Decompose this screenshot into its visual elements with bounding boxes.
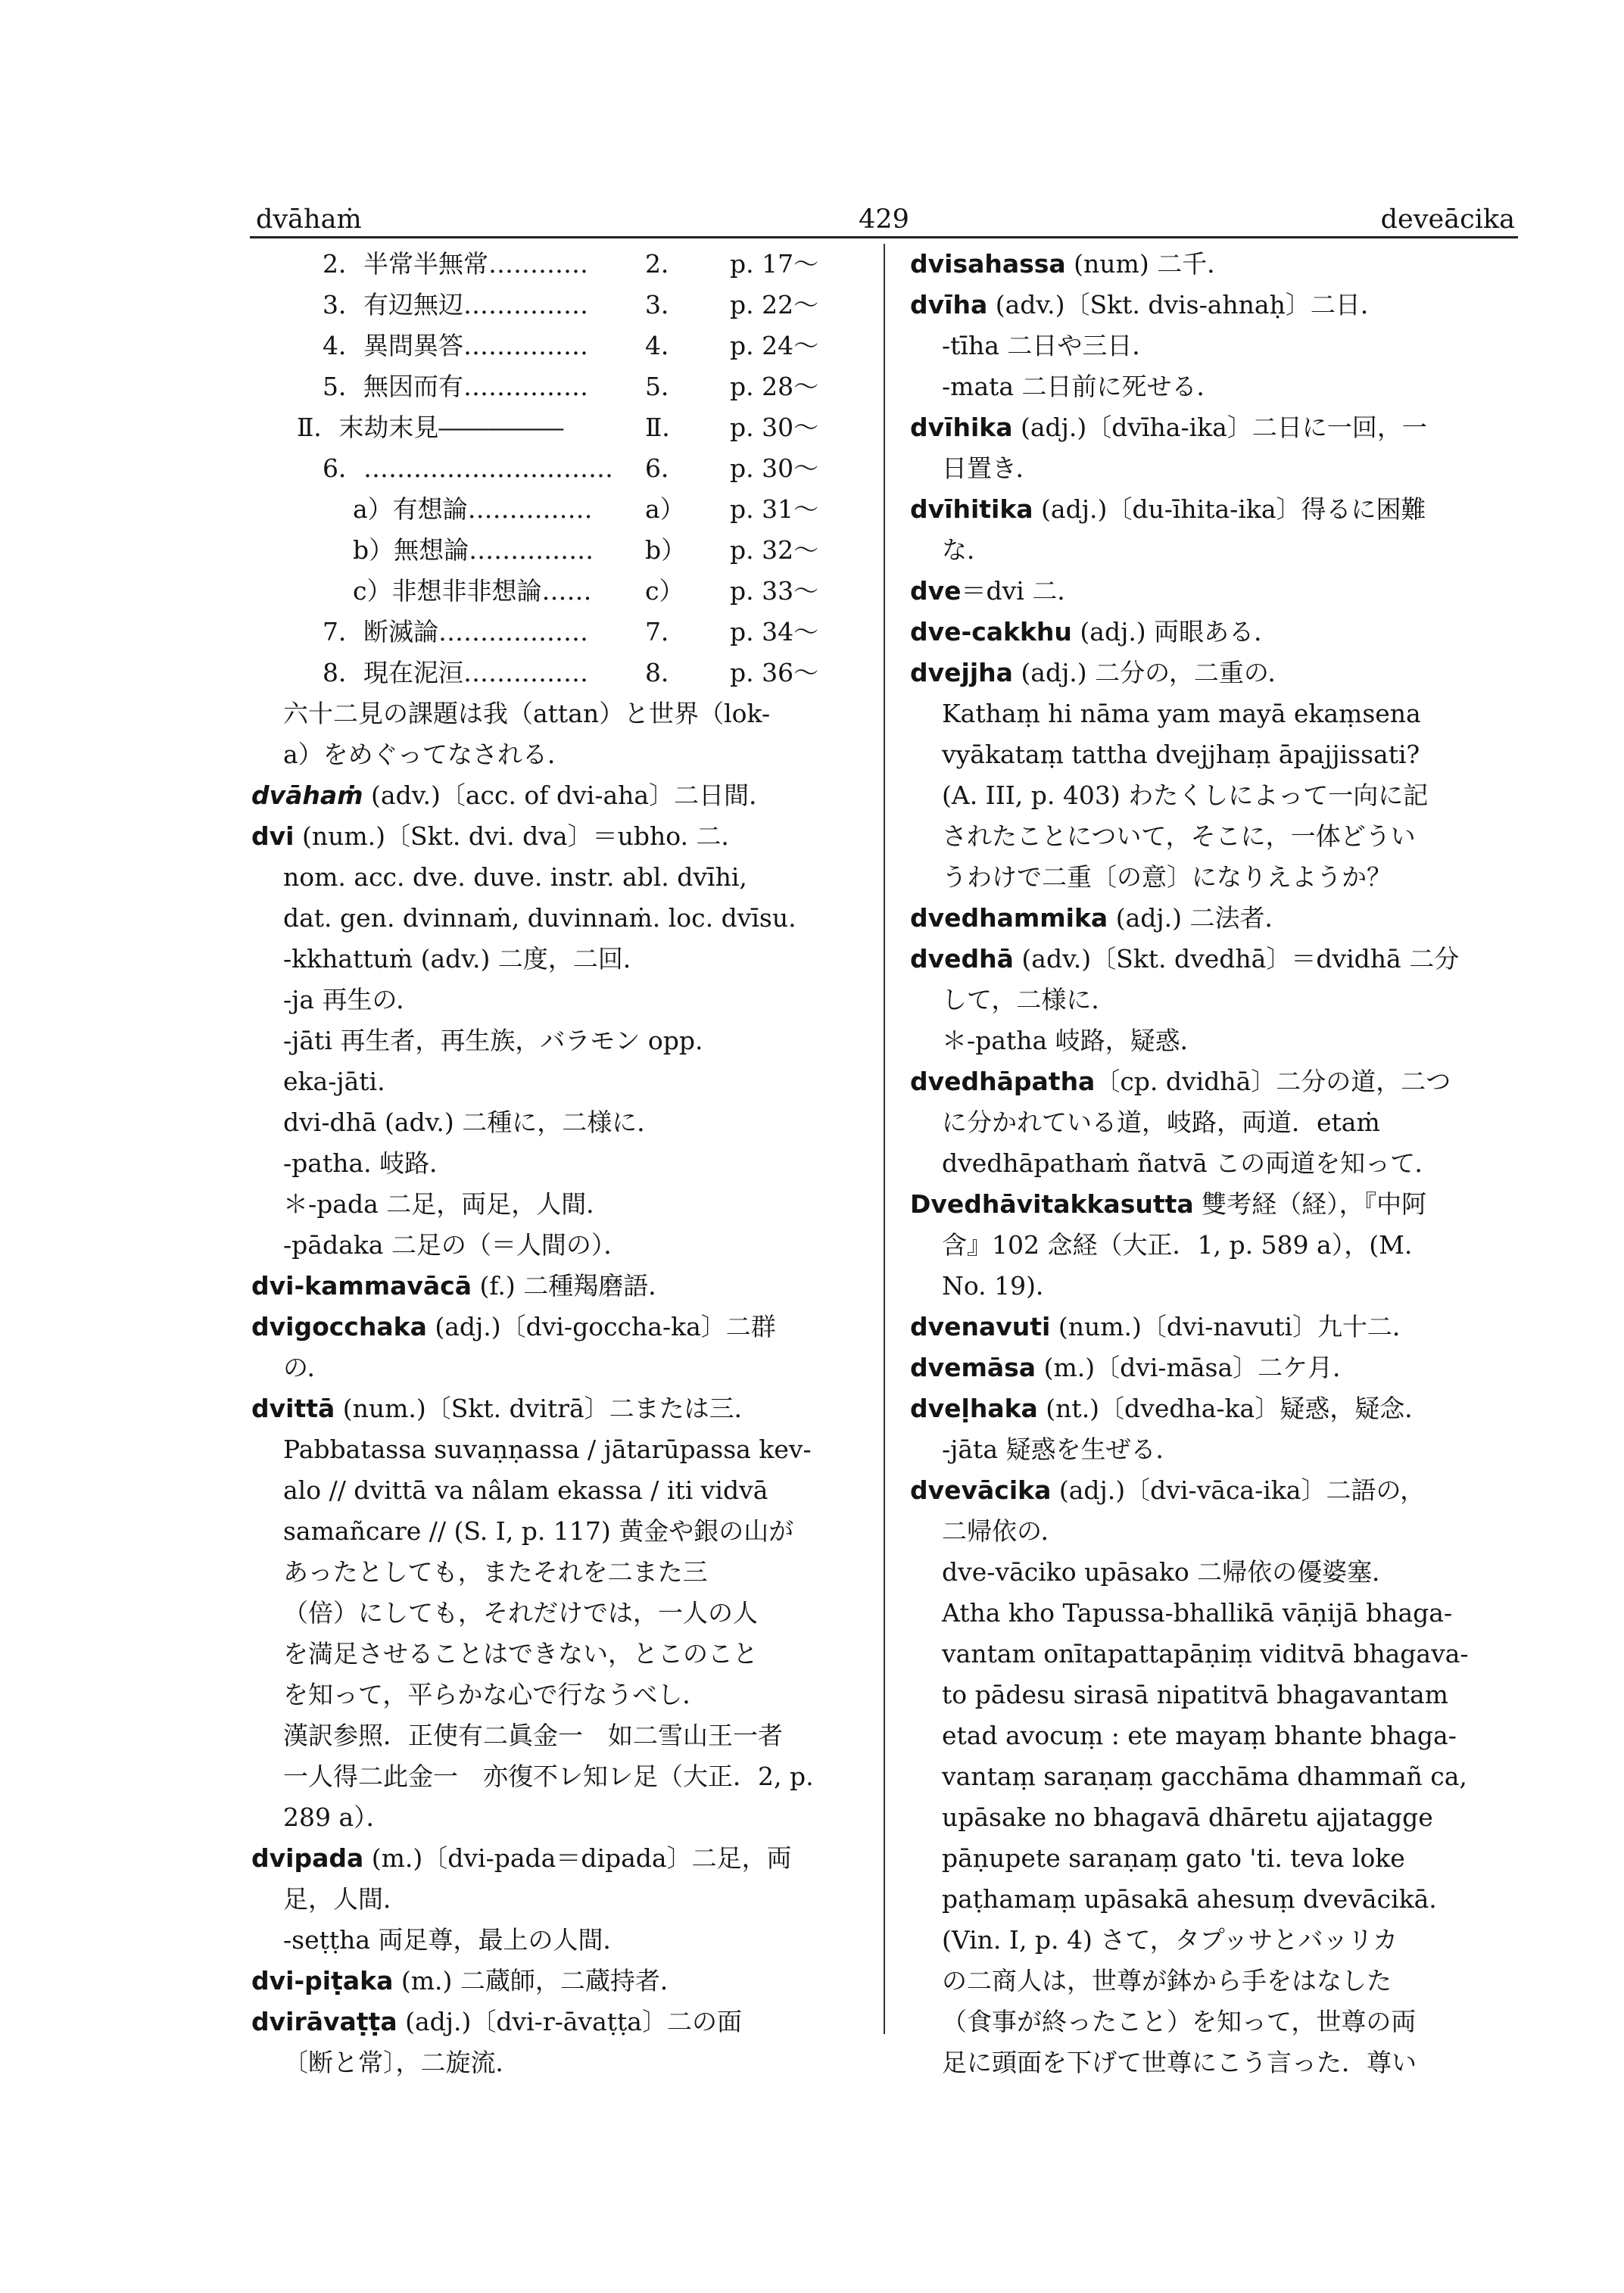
entry-text-line xyxy=(910,1225,1516,1266)
dictionary-entry-line xyxy=(251,816,857,857)
headword: dvāhaṁ xyxy=(251,780,363,810)
headword: dvipada xyxy=(251,1843,364,1873)
outline-section-number: 7． xyxy=(645,617,686,646)
page-number: 429 xyxy=(859,204,909,235)
outline-section-number: Ⅱ． xyxy=(645,413,687,442)
definition-text: upāsake no bhagavā dhāretu ajjatagge xyxy=(942,1802,1433,1832)
header-left-guideword: dvāhaṁ xyxy=(256,204,362,235)
entry-text-line xyxy=(251,1470,857,1511)
definition-text: -tīha 二日や三日． xyxy=(942,331,1158,360)
outline-list xyxy=(251,244,857,693)
definition-text: を知って，平らかな心で行なうべし． xyxy=(283,1680,708,1709)
entry-text-line xyxy=(910,1715,1516,1756)
definition-text: の． xyxy=(283,1353,332,1382)
dictionary-entry-line xyxy=(910,407,1516,448)
entry-text-line xyxy=(910,1961,1516,2002)
definition-text: -jāti 再生者，再生族，バラモン opp. xyxy=(283,1026,703,1055)
headword: dvevācika xyxy=(910,1475,1052,1505)
entry-text-line xyxy=(910,1266,1516,1307)
entry-text-line xyxy=(910,1429,1516,1470)
headword: dvi-piṭaka xyxy=(251,1966,394,1995)
definition-text: (num.)〔dvi-navuti〕九十二． xyxy=(1050,1312,1418,1341)
entry-text-line xyxy=(910,1593,1516,1634)
outline-row xyxy=(251,530,857,571)
dictionary-entry-line xyxy=(910,1470,1516,1511)
outline-row xyxy=(251,448,857,489)
headword: Dvedhāvitakkasutta xyxy=(910,1189,1194,1219)
outline-label: 8．現在泥洹…………… xyxy=(323,658,588,687)
definition-text: (num) 二千． xyxy=(1065,249,1233,279)
outline-row xyxy=(251,285,857,326)
headword: dvirāvaṭṭa xyxy=(251,2007,397,2036)
headword: dvittā xyxy=(251,1394,335,1423)
entry-text-line xyxy=(910,1797,1516,1838)
outline-page-ref: p. 22～ xyxy=(730,290,819,319)
definition-text: alo // dvittā va nâlam ekassa / iti vidvā xyxy=(283,1475,768,1505)
definition-text: 〔断と常〕，二旋流． xyxy=(283,2048,521,2077)
definition-text: （倍）にしても，それだけでは，一人の人 xyxy=(283,1598,758,1628)
entry-text-line xyxy=(251,1225,857,1266)
headword: dvisahassa xyxy=(910,249,1066,279)
outline-section-number: 2． xyxy=(645,249,686,279)
definition-text: (adv.)〔Skt. dvedhā〕＝dvidhā 二分 xyxy=(1013,944,1460,974)
definition-text: 289 a）． xyxy=(283,1802,391,1832)
dictionary-entry-line xyxy=(910,898,1516,939)
definition-text: -jāta 疑惑を生ぜる． xyxy=(942,1435,1181,1464)
definition-text: -patha. 岐路． xyxy=(283,1148,455,1178)
definition-text: 含』102 念経（大正．1, p. 589 a），(M. xyxy=(942,1230,1413,1260)
header-right-guideword: deveācika xyxy=(1380,204,1515,235)
definition-text: dat. gen. dvinnaṁ, duvinnaṁ. loc. dvīsu. xyxy=(283,903,796,933)
entry-text-line xyxy=(910,1838,1516,1879)
dictionary-entry-line xyxy=(910,285,1516,326)
entry-text-line xyxy=(910,1920,1516,1961)
definition-text: して，二様に． xyxy=(942,985,1117,1014)
definition-text: Atha kho Tapussa-bhallikā vāṇijā bhaga- xyxy=(942,1598,1453,1628)
definition-text: (nt.)〔dvedha-ka〕疑惑，疑念． xyxy=(1037,1394,1430,1423)
entry-text-line xyxy=(910,1756,1516,1797)
definition-text: 六十二見の課題は我（attan）と世界（lok- xyxy=(283,699,771,728)
entry-text-line xyxy=(910,1020,1516,1061)
definition-text: 日置き． xyxy=(942,453,1041,483)
entry-text-line xyxy=(251,1593,857,1634)
outline-label: a）有想論…………… xyxy=(353,494,593,524)
outline-label: 2．半常半無常………… xyxy=(323,249,588,279)
definition-text: nom. acc. dve. duve. instr. abl. dvīhi, xyxy=(283,862,747,892)
dictionary-entry-line xyxy=(910,1347,1516,1388)
definition-text: -mata 二日前に死せる． xyxy=(942,372,1222,401)
outline-page-ref: p. 33～ xyxy=(730,576,819,606)
definition-text: dvi-dhā (adv.) 二種に，二様に． xyxy=(283,1108,662,1137)
entry-text-line xyxy=(251,734,857,775)
entry-text-line xyxy=(910,1511,1516,1552)
outline-section-number: 5． xyxy=(645,372,686,401)
headword: dvi-kammavācā xyxy=(251,1271,472,1301)
definition-text: -kkhattuṁ (adv.) 二度，二回． xyxy=(283,944,648,974)
definition-text: Kathaṃ hi nāma yam mayā ekaṃsena xyxy=(942,699,1421,728)
definition-text: -ja 再生の． xyxy=(283,985,422,1014)
definition-text: vantam onītapattapāṇiṃ viditvā bhagava- xyxy=(942,1639,1469,1668)
headword: dve-cakkhu xyxy=(910,617,1072,646)
entry-text-line xyxy=(910,980,1516,1020)
dictionary-entry-line xyxy=(910,1184,1516,1225)
dictionary-entry-line xyxy=(910,489,1516,530)
outline-label: 5．無因而有…………… xyxy=(323,372,588,401)
headword: dve xyxy=(910,576,962,606)
headword: dvemāsa xyxy=(910,1353,1036,1382)
entry-text-line xyxy=(910,1552,1516,1593)
entry-text-line xyxy=(251,1020,857,1061)
outline-row xyxy=(251,326,857,366)
outline-label: 4．異問異答…………… xyxy=(323,331,588,360)
outline-section-number: c） xyxy=(645,576,684,606)
entry-text-line xyxy=(910,734,1516,775)
headword: dvedhammika xyxy=(910,903,1108,933)
entry-text-line xyxy=(910,1143,1516,1184)
entry-text-line xyxy=(910,448,1516,489)
dictionary-entry-line xyxy=(910,653,1516,693)
definition-text: されたことについて，そこに，一体どうい xyxy=(942,821,1416,851)
outline-row xyxy=(251,571,857,612)
entry-text-line xyxy=(251,693,857,734)
entry-text-line xyxy=(910,1675,1516,1715)
definition-text: を満足させることはできない，とこのこと xyxy=(283,1639,758,1668)
definition-text: ＊-pada 二足，両足，人間． xyxy=(283,1189,612,1219)
dictionary-entry-line xyxy=(910,1388,1516,1429)
definition-text: な． xyxy=(942,535,992,565)
definition-text: あったとしても，またそれを二また三 xyxy=(283,1557,708,1587)
definition-text: dve-vāciko upāsako 二帰依の優婆塞． xyxy=(942,1557,1398,1587)
definition-text: (adj.)〔du-īhita-ika〕得るに困難 xyxy=(1033,494,1426,524)
headword: dvedhāpatha xyxy=(910,1067,1096,1096)
definition-text: etad avocuṃ : ete mayaṃ bhante bhaga- xyxy=(942,1721,1457,1750)
definition-text: samañcare // (S. I, p. 117) 黄金や銀の山が xyxy=(283,1516,794,1546)
entry-text-line xyxy=(251,1061,857,1102)
definition-text: 足，人間． xyxy=(283,1884,408,1914)
headword: dvejjha xyxy=(910,658,1013,687)
outline-page-ref: p. 32～ xyxy=(730,535,819,565)
dictionary-entry-line xyxy=(910,571,1516,612)
entry-text-line xyxy=(251,939,857,980)
outline-label: Ⅱ．末劫末見――――― xyxy=(297,413,564,442)
definition-text: (num.)〔Skt. dvi. dva〕＝ubho. 二． xyxy=(294,821,747,851)
entry-text-line xyxy=(251,1879,857,1920)
entry-text-line xyxy=(910,366,1516,407)
definition-text: vyākataṃ tattha dvejjhaṃ āpajjissati? xyxy=(942,740,1420,769)
dictionary-entry-line xyxy=(910,1307,1516,1347)
definition-text: (adj.) 二法者． xyxy=(1108,903,1290,933)
outline-page-ref: p. 31～ xyxy=(730,494,819,524)
dictionary-entry-line xyxy=(251,1266,857,1307)
entry-text-line xyxy=(910,530,1516,571)
entry-text-line xyxy=(251,1347,857,1388)
dictionary-entry-line xyxy=(910,612,1516,653)
definition-text: to pādesu sirasā nipatitvā bhagavantam xyxy=(942,1680,1448,1709)
definition-text: (adj.) 二分の，二重の． xyxy=(1012,658,1293,687)
dictionary-entry-line xyxy=(251,1388,857,1429)
page-header xyxy=(250,198,1518,238)
right-entries xyxy=(910,244,1516,2083)
dictionary-entry-line xyxy=(910,244,1516,285)
entry-text-line xyxy=(910,326,1516,366)
definition-text: a）をめぐってなされる． xyxy=(283,740,573,769)
definition-text: paṭhamaṃ upāsakā ahesuṃ dvevācikā. xyxy=(942,1884,1437,1914)
definition-text: 雙考経（経），『中阿 xyxy=(1193,1189,1427,1219)
definition-text: -pādaka 二足の（＝人間の）． xyxy=(283,1230,629,1260)
outline-row xyxy=(251,244,857,285)
definition-text: (A. III, p. 403) わたくしによって一向に記 xyxy=(942,780,1429,810)
definition-text: に分かれている道，岐路，両道．etaṁ xyxy=(942,1108,1380,1137)
definition-text: 漢訳参照．正使有二眞金一 如二雪山王一者 xyxy=(283,1721,783,1750)
definition-text: vantaṃ saraṇaṃ gacchāma dhammañ ca, xyxy=(942,1762,1467,1791)
outline-page-ref: p. 34～ xyxy=(730,617,819,646)
definition-text: -seṭṭha 両足尊，最上の人間． xyxy=(283,1925,628,1955)
outline-page-ref: p. 17～ xyxy=(730,249,819,279)
headword: dvīhika xyxy=(910,413,1013,442)
right-column xyxy=(910,244,1516,2083)
column-divider xyxy=(884,244,885,2034)
entry-text-line xyxy=(251,1715,857,1756)
headword: dvīha xyxy=(910,290,988,319)
definition-text: 〔cp. dvidhā〕二分の道，二つ xyxy=(1095,1067,1451,1096)
definition-text: 足に頭面を下げて世尊にこう言った．尊い xyxy=(942,2048,1417,2077)
entry-text-line xyxy=(251,980,857,1020)
definition-text: うわけで二重〔の意〕になりえようか？ xyxy=(942,862,1392,892)
headword: dvi xyxy=(251,821,295,851)
definition-text: (f.) 二種羯磨語． xyxy=(472,1271,674,1301)
entry-text-line xyxy=(910,857,1516,898)
definition-text: (m.) 二蔵師，二蔵持者． xyxy=(393,1966,685,1995)
definition-text: (adv.)〔acc. of dvi-aha〕二日間． xyxy=(363,780,775,810)
outline-row xyxy=(251,653,857,693)
outline-label: 3．有辺無辺…………… xyxy=(323,290,588,319)
entry-text-line xyxy=(910,816,1516,857)
headword: dvigocchaka xyxy=(251,1312,427,1341)
entry-text-line xyxy=(910,1634,1516,1675)
entry-text-line xyxy=(910,2042,1516,2083)
entry-text-line xyxy=(251,1756,857,1797)
headword: dvedhā xyxy=(910,944,1014,974)
outline-section-number: 8． xyxy=(645,658,686,687)
dictionary-entry-line xyxy=(910,1061,1516,1102)
entry-text-line xyxy=(251,898,857,939)
definition-text: (adj.)〔dvīha-ika〕二日に一回，一 xyxy=(1012,413,1427,442)
entry-text-line xyxy=(251,1429,857,1470)
definition-text: ＝dvi 二． xyxy=(961,576,1083,606)
outline-row xyxy=(251,407,857,448)
outline-section-number: 3． xyxy=(645,290,686,319)
entry-text-line xyxy=(910,693,1516,734)
dictionary-entry-line xyxy=(910,939,1516,980)
outline-page-ref: p. 28～ xyxy=(730,372,819,401)
dictionary-entry-line xyxy=(251,1838,857,1879)
definition-text: No. 19)． xyxy=(942,1271,1061,1301)
definition-text: 二帰依の． xyxy=(942,1516,1066,1546)
definition-text: (num.)〔Skt. dvitrā〕二または三． xyxy=(335,1394,759,1423)
entry-text-line xyxy=(251,1143,857,1184)
outline-row xyxy=(251,489,857,530)
entry-text-line xyxy=(251,1797,857,1838)
entry-text-line xyxy=(251,1511,857,1552)
dictionary-entry-line xyxy=(251,2002,857,2042)
entry-text-line xyxy=(251,1675,857,1715)
outline-section-number: b） xyxy=(645,535,687,565)
entry-text-line xyxy=(251,857,857,898)
headword: dvīhitika xyxy=(910,494,1033,524)
entry-text-line xyxy=(910,1879,1516,1920)
definition-text: pāṇupete saraṇaṃ gato 'ti. teva loke xyxy=(942,1843,1405,1873)
headword: dveḷhaka xyxy=(910,1394,1038,1423)
definition-text: eka-jāti. xyxy=(283,1067,385,1096)
definition-text: 一人得二此金一 亦復不レ知レ足（大正．2, p. xyxy=(283,1762,814,1791)
entry-text-line xyxy=(251,1184,857,1225)
dictionary-entry-line xyxy=(251,1307,857,1347)
definition-text: ＊-patha 岐路，疑惑． xyxy=(942,1026,1205,1055)
outline-page-ref: p. 24～ xyxy=(730,331,819,360)
headword: dvenavuti xyxy=(910,1312,1051,1341)
left-column xyxy=(251,244,857,2083)
outline-row xyxy=(251,366,857,407)
definition-text: dvedhāpathaṁ ñatvā この両道を知って． xyxy=(942,1148,1440,1178)
entry-text-line xyxy=(910,775,1516,816)
outline-section-number: 6． xyxy=(645,453,686,483)
definition-text: （食事が終ったこと）を知って，世尊の両 xyxy=(942,2007,1417,2036)
outline-row xyxy=(251,612,857,653)
outline-section-number: 4． xyxy=(645,331,686,360)
entry-text-line xyxy=(251,1552,857,1593)
definition-text: (adj.)〔dvi-r-āvaṭṭa〕二の面 xyxy=(397,2007,742,2036)
outline-label: 7．断滅論……………… xyxy=(323,617,588,646)
outline-label: b）無想論…………… xyxy=(353,535,594,565)
outline-page-ref: p. 30～ xyxy=(730,413,819,442)
definition-text: の二商人は，世尊が鉢から手をはなした xyxy=(942,1966,1392,1995)
outline-label: c）非想非非想論…… xyxy=(353,576,592,606)
definition-text: (m.)〔dvi-māsa〕二ケ月． xyxy=(1036,1353,1358,1382)
outline-label: 6．………………………… xyxy=(323,453,613,483)
definition-text: (adj.)〔dvi-goccha-ka〕二群 xyxy=(426,1312,776,1341)
dictionary-entry-line xyxy=(251,1961,857,2002)
definition-text: (adj.) 両眼ある． xyxy=(1071,617,1280,646)
entry-text-line xyxy=(251,1920,857,1961)
definition-text: (Vin. I, p. 4) さて，タプッサとバッリカ xyxy=(942,1925,1398,1955)
entry-text-line xyxy=(910,1102,1516,1143)
definition-text: Pabbatassa suvaṇṇassa / jātarūpassa kev- xyxy=(283,1435,812,1464)
dictionary-entry-line xyxy=(251,775,857,816)
definition-text: (adj.)〔dvi-vāca-ika〕二語の， xyxy=(1051,1475,1426,1505)
left-entries xyxy=(251,693,857,2083)
definition-text: (adv.)〔Skt. dvis-ahnaḥ〕二日． xyxy=(987,290,1386,319)
entry-text-line xyxy=(251,2042,857,2083)
outline-page-ref: p. 36～ xyxy=(730,658,819,687)
outline-page-ref: p. 30～ xyxy=(730,453,819,483)
entry-text-line xyxy=(910,2002,1516,2042)
entry-text-line xyxy=(251,1634,857,1675)
outline-section-number: a） xyxy=(645,494,685,524)
definition-text: (m.)〔dvi-pada＝dipada〕二足，両 xyxy=(363,1843,792,1873)
entry-text-line xyxy=(251,1102,857,1143)
